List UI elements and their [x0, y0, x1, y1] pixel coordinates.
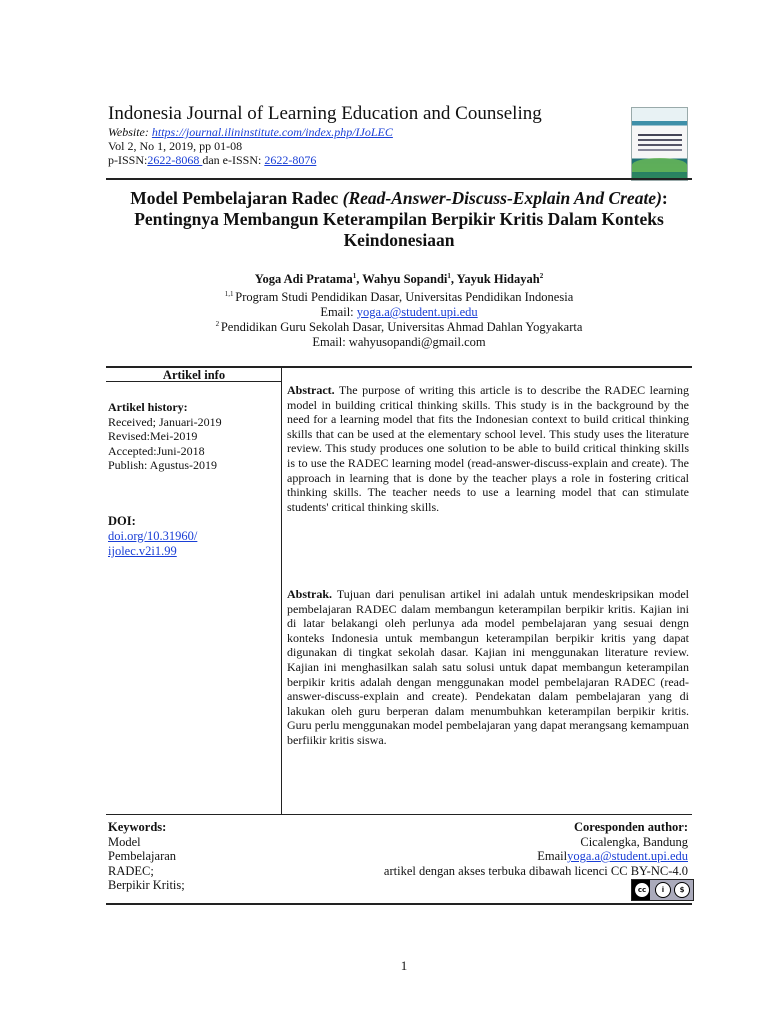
- volume-line: Vol 2, No 1, 2019, pp 01-08: [108, 139, 243, 153]
- corresponding-author: Coresponden author: Cicalengka, Bandung Emailyoga.a@student.upi.edu artikel dengan akses terbuka dibawah licenci CC BY-NC-4.0: [383, 820, 688, 878]
- eissn-label: dan e-ISSN:: [202, 153, 265, 167]
- website-label: Website:: [108, 125, 152, 139]
- header-rule: [106, 178, 692, 180]
- page-number: 1: [400, 958, 408, 973]
- author-list: Yoga Adi Pratama$^1$, Wahyu Sopandi$^1$, Yayuk Hidayah$^2$: [254, 272, 544, 287]
- bottom-rule: [106, 903, 692, 905]
- doi-link[interactable]: doi.org/10.31960/: [108, 529, 198, 543]
- cc-license-icon: cc i $: [631, 879, 694, 901]
- website-link[interactable]: https://journal.ilininstitute.com/index.php/IJoLEC: [151, 125, 393, 139]
- email-1: Email: yoga.a@student.upi.edu: [320, 305, 478, 319]
- pissn-label: p-ISSN:: [108, 153, 148, 167]
- journal-title: Indonesia Journal of Learning Education and Counseling: [108, 103, 542, 124]
- email-1-link[interactable]: yoga.a@student.upi.edu: [356, 305, 478, 319]
- keywords-top-rule: [106, 814, 692, 815]
- journal-meta: [108, 125, 393, 167]
- keywords: Keywords: Model Pembelajaran RADEC; Berpikir Kritis;: [108, 820, 185, 892]
- corresponding-email-link[interactable]: yoga.a@student.upi.edu: [567, 849, 688, 863]
- eissn-link[interactable]: 2622-8076: [264, 153, 317, 167]
- email-2: Email: wahyusopandi@gmail.com: [312, 335, 486, 349]
- article-history: Artikel history: Received; Januari-2019 Revised:Mei-2019 Accepted:Juni-2018 Publish: Agustus-2019: [108, 400, 222, 472]
- doi-link-2[interactable]: ijolec.v2i1.99: [108, 544, 177, 558]
- pissn-link[interactable]: 2622-8068: [147, 153, 203, 167]
- journal-cover-image: [631, 107, 688, 181]
- affiliation-1: $^{1,1}$ Program Studi Pendidikan Dasar, Universitas Pendidikan Indonesia: [224, 290, 574, 305]
- doi-block: DOI: doi.org/10.31960/ ijolec.v2i1.99: [108, 514, 198, 558]
- abstract-english: Abstract. The purpose of writing this article is to describe the RADEC learning model in building critical thinking skills. This study is in the background by the need for a learning model that fits the Indonesian context to build critical thinking skills that can be used at the elementary school level. This study uses the literature review. This study produces one solution to be able to build critical thinking skills is to use the RADEC learning model (read-answer-discuss-explain and create). The approach in learning that is done by the teacher plays a role in fostering critical thinking skills. The teacher needs to use a learning model that can stimulate students' critical thinking skills.: [287, 383, 689, 514]
- affiliation-2: $^2$ Pendidikan Guru Sekolah Dasar, Universitas Ahmad Dahlan Yogyakarta: [215, 320, 583, 335]
- abstract-indonesian: Abstrak. Tujuan dari penulisan artikel ini adalah untuk mendeskripsikan model pembelajaran RADEC dalam membangun keterampilan berpikir kritis. Kajian ini di latar belakangi oleh perlunya ada model pembelajaran yang sesuai dengn konteks Indonesia untuk membangun keterampilan berpikir kritis yang dapat digunakan di tingkat sekolah dasar. Kajian ini menggunakan literature review. Kajian ini menghasilkan salah satu solusi untuk dapat membangun keterampilan berpikir kritis adalah dengan menggunakan model pembelajaran RADEC (read-answer-discuss-explain and create). Pendekatan dalam pembelajaran yang di lakukan oleh guru berperan dalam menumbuhkan keterampilan berpikir kritis. Guru perlu menggunakan model pembelajaran yang dapat merangsang kemampuan berfiikir kritis siswa.: [287, 587, 689, 747]
- paper-title: Model Pembelajaran Radec (Read-Answer-Discuss-Explain And Create): Pentingnya Membangun Keterampilan Berpikir Kritis Dalam Konteks Keindonesiaan: [130, 188, 668, 250]
- article-info-heading: Artikel info: [162, 368, 226, 382]
